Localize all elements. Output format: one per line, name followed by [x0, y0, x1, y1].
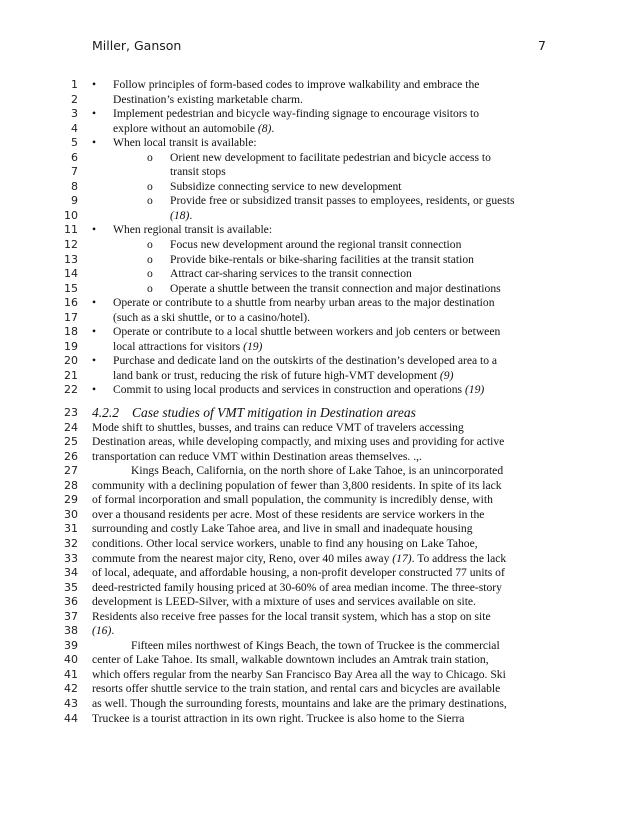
text-line [0, 479, 638, 494]
line-text [92, 493, 493, 508]
line-text [131, 464, 503, 479]
line-number: 22 [64, 383, 78, 397]
text-line [0, 595, 638, 610]
line-content: transportation can reduce VMT within Destination areas themselves. .,. [92, 449, 422, 463]
line-number: 44 [64, 711, 78, 725]
text-line [0, 311, 638, 326]
line-text [113, 369, 453, 384]
line-text [113, 340, 262, 355]
text-line [0, 223, 638, 238]
line-content: Truckee is a tourist attraction in its own right. Truckee is also home to the Sierra [92, 711, 465, 725]
text-line [0, 435, 638, 450]
line-content: When local transit is available: [113, 136, 257, 150]
line-content: Focus new development around the regional transit connection [170, 238, 462, 252]
text-line [0, 682, 638, 697]
line-number: 19 [64, 339, 78, 353]
line-text [92, 435, 504, 450]
text-line [0, 238, 638, 253]
line-number: 6 [71, 150, 78, 164]
sub-bullet-marker: o [147, 179, 153, 193]
bullet-marker: • [92, 325, 97, 339]
line-content: deed-restricted family housing priced at 30-60% of area median income. The three-story [92, 580, 502, 594]
line-number: 32 [64, 536, 78, 550]
line-number: 25 [64, 435, 78, 449]
line-text [92, 581, 502, 596]
line-text [147, 180, 402, 195]
line-text [92, 653, 489, 668]
line-content: Operate or contribute to a shuttle from nearby urban areas to the major destination [113, 296, 495, 310]
line-number: 42 [64, 682, 78, 696]
line-number: 41 [64, 667, 78, 681]
line-content: Commit to using local products and services in construction and operations [113, 383, 465, 397]
line-text [92, 668, 506, 683]
text-line [0, 581, 638, 596]
line-text [92, 624, 114, 639]
line-number: 15 [64, 281, 78, 295]
line-text [147, 194, 515, 209]
line-text [92, 522, 473, 537]
line-number: 3 [71, 107, 78, 121]
line-number: 36 [64, 595, 78, 609]
line-number: 10 [64, 208, 78, 222]
line-content: which offers regular from the nearby San Francisco Bay Area all the way to Chicago. Ski [92, 667, 506, 681]
line-text [92, 537, 478, 552]
line-content: Operate or contribute to a local shuttle between workers and job centers or between [113, 325, 501, 339]
line-text [92, 479, 502, 494]
line-number: 39 [64, 638, 78, 652]
text-line [0, 194, 638, 209]
line-number: 38 [64, 624, 78, 638]
sub-bullet-marker: o [147, 150, 153, 164]
line-text [131, 639, 500, 654]
bullet-marker: • [92, 296, 97, 310]
line-number: 43 [64, 696, 78, 710]
line-content: center of Lake Tahoe. Its small, walkable downtown includes an Amtrak train station, [92, 653, 489, 667]
sub-bullet-marker: o [147, 281, 153, 295]
line-number: 40 [64, 653, 78, 667]
text-line [0, 107, 638, 122]
line-text [92, 712, 464, 727]
line-number: 33 [64, 551, 78, 565]
line-content: explore without an automobile [113, 121, 258, 135]
line-number: 30 [64, 507, 78, 521]
line-text [92, 508, 484, 523]
line-number: 7 [71, 165, 78, 179]
text-line [0, 369, 638, 384]
line-text [92, 325, 500, 340]
line-content: as well. Though the surrounding forests, mountains and lake are the primary destinations, [92, 696, 507, 710]
line-content: Destination areas, while developing compactly, and mixing uses and providing for active [92, 435, 505, 449]
sub-bullet-marker: o [147, 194, 153, 208]
line-number: 4 [71, 121, 78, 135]
text-line [0, 253, 638, 268]
line-number: 9 [71, 194, 78, 208]
line-text [147, 282, 501, 297]
line-content: of local, adequate, and affordable housing, a non-profit developer constructed 77 units of [92, 566, 505, 580]
text-line [0, 668, 638, 683]
line-number: 35 [64, 580, 78, 594]
text-line [0, 165, 638, 180]
line-content: development is LEED-Silver, with a mixture of uses and services available on site. [92, 595, 476, 609]
text-line [0, 639, 638, 654]
line-text [92, 595, 476, 610]
line-text [92, 354, 497, 369]
citation: (17) [392, 551, 412, 565]
line-content: Orient new development to facilitate pedestrian and bicycle access to [170, 150, 491, 164]
line-text [92, 107, 479, 122]
line-number: 21 [64, 368, 78, 382]
text-line [0, 697, 638, 712]
line-text [113, 311, 310, 326]
line-content: Residents also receive free passes for the local transit system, which has a stop on site [92, 609, 491, 623]
text-line [0, 296, 638, 311]
line-tail: . To address the lack [411, 551, 507, 565]
line-content: over a thousand residents per acre. Most of these residents are service workers in the [92, 507, 485, 521]
line-content: resorts offer shuttle service to the train station, and rental cars and bicycles are available [92, 682, 501, 696]
line-text [92, 78, 479, 93]
text-line [0, 122, 638, 137]
line-number: 1 [71, 78, 78, 91]
bullet-marker: • [92, 383, 97, 397]
line-number: 12 [64, 238, 78, 252]
line-content: land bank or trust, reducing the risk of future high-VMT development [113, 368, 440, 382]
sub-bullet-marker: o [147, 267, 153, 281]
line-text [147, 238, 461, 253]
line-text [113, 122, 274, 137]
citation: (9) [439, 368, 454, 382]
text-line [0, 610, 638, 625]
text-line [0, 450, 638, 465]
text-line [0, 406, 638, 421]
line-content: commute from the nearest major city, Reno, over 40 miles away [92, 551, 393, 565]
line-text [92, 697, 507, 712]
line-text [92, 136, 257, 151]
line-text [92, 682, 500, 697]
text-line [0, 624, 638, 639]
line-content: local attractions for visitors [113, 339, 244, 353]
text-line [0, 136, 638, 151]
citation: (19) [243, 339, 263, 353]
text-line [0, 325, 638, 340]
line-text [92, 450, 422, 465]
line-content: Operate a shuttle between the transit connection and major destinations [170, 281, 501, 295]
line-text [92, 383, 484, 398]
line-number: 11 [64, 223, 78, 237]
line-text [170, 165, 226, 180]
line-number: 18 [64, 325, 78, 339]
text-line [0, 493, 638, 508]
line-tail: . [271, 121, 275, 135]
text-line [0, 508, 638, 523]
text-line [0, 282, 638, 297]
bullet-marker: • [92, 223, 97, 237]
running-header [92, 38, 546, 56]
line-content: Case studies of VMT mitigation in Destination areas [132, 405, 416, 421]
line-text [147, 267, 412, 282]
line-number: 28 [64, 478, 78, 492]
text-line [0, 180, 638, 195]
line-content: transit stops [170, 165, 226, 179]
line-number: 5 [71, 136, 78, 150]
header-author: Miller, Ganson [92, 38, 182, 53]
line-content: Destination’s existing marketable charm. [113, 92, 303, 106]
line-text [147, 151, 491, 166]
line-number: 37 [64, 609, 78, 623]
line-content: Provide bike-rentals or bike-sharing facilities at the transit station [170, 252, 474, 266]
line-tail: . [111, 624, 115, 638]
line-content: Kings Beach, California, on the north shore of Lake Tahoe, is an unincorporated [131, 464, 504, 478]
line-number: 16 [64, 296, 78, 310]
text-line [0, 354, 638, 369]
text-line [0, 209, 638, 224]
citation: (18) [170, 208, 190, 222]
line-text [92, 421, 464, 436]
line-number: 20 [64, 354, 78, 368]
line-text [170, 209, 192, 224]
line-text [92, 610, 491, 625]
citation: (8) [257, 121, 272, 135]
line-text [113, 93, 303, 108]
text-line [0, 522, 638, 537]
line-number: 13 [64, 252, 78, 266]
line-content: Subsidize connecting service to new development [170, 179, 402, 193]
line-number: 23 [64, 406, 78, 420]
text-line [0, 421, 638, 436]
bullet-marker: • [92, 354, 97, 368]
text-line [0, 712, 638, 727]
line-content: surrounding and costly Lake Tahoe area, and live in small and inadequate housing [92, 522, 473, 536]
text-line [0, 93, 638, 108]
line-content: When regional transit is available: [113, 223, 273, 237]
document-body [0, 78, 638, 726]
bullet-marker: • [92, 136, 97, 150]
line-content: (such as a ski shuttle, or to a casino/hotel). [113, 310, 311, 324]
line-content: Follow principles of form-based codes to improve walkability and embrace the [113, 78, 480, 91]
text-line [0, 566, 638, 581]
line-content: Purchase and dedicate land on the outskirts of the destination’s developed area to a [113, 354, 498, 368]
section-number: 4.2.2 [92, 405, 119, 421]
line-text [92, 566, 505, 581]
sub-bullet-marker: o [147, 252, 153, 266]
line-content: Implement pedestrian and bicycle way-finding signage to encourage visitors to [113, 107, 480, 121]
line-content: of formal incorporation and small population, the community is incredibly dense, with [92, 493, 493, 507]
text-line [0, 340, 638, 355]
text-line [0, 78, 638, 93]
line-text [92, 223, 272, 238]
line-number: 17 [64, 310, 78, 324]
line-number: 14 [64, 267, 78, 281]
text-line [0, 267, 638, 282]
line-text [92, 552, 506, 567]
line-number: 8 [71, 179, 78, 193]
line-text [147, 253, 474, 268]
line-text [92, 296, 495, 311]
line-content: Fifteen miles northwest of Kings Beach, the town of Truckee is the commercial [131, 638, 500, 652]
text-line [0, 653, 638, 668]
text-line [0, 383, 638, 398]
text-line [0, 537, 638, 552]
line-number: 2 [71, 92, 78, 106]
page-number: 7 [538, 38, 546, 53]
text-line [0, 464, 638, 479]
citation: (19) [464, 383, 485, 397]
line-number: 26 [64, 449, 78, 463]
line-content: Attract car-sharing services to the transit connection [170, 267, 412, 281]
text-line [0, 552, 638, 567]
line-number: 24 [64, 420, 78, 434]
line-text [92, 406, 416, 421]
line-number: 31 [64, 522, 78, 536]
sub-bullet-marker: o [147, 238, 153, 252]
line-number: 27 [64, 464, 78, 478]
line-number: 34 [64, 566, 78, 580]
line-content: community with a declining population of fewer than 3,800 residents. In spite of its lack [92, 478, 502, 492]
text-line [0, 151, 638, 166]
line-tail: . [189, 208, 193, 222]
bullet-marker: • [92, 107, 97, 121]
line-content: Mode shift to shuttles, busses, and trains can reduce VMT of travelers accessing [92, 420, 464, 434]
line-content: conditions. Other local service workers, unable to find any housing on Lake Tahoe, [92, 536, 478, 550]
line-content: Provide free or subsidized transit passes to employees, residents, or guests [170, 194, 515, 208]
line-number: 29 [64, 493, 78, 507]
bullet-marker: • [92, 78, 97, 91]
citation: (16) [92, 624, 112, 638]
